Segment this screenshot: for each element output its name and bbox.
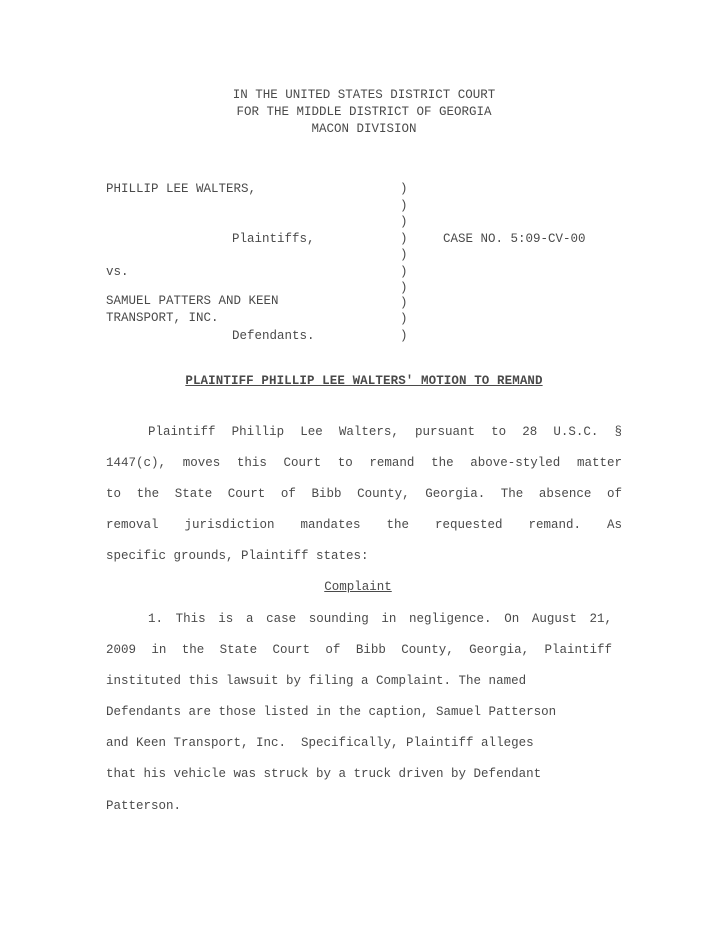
case-number: CASE NO. 5:09-CV-00 [443, 232, 586, 246]
court-district-line: FOR THE MIDDLE DISTRICT OF GEORGIA [236, 105, 492, 119]
intro-line-4: removal jurisdiction mandates the requested remand. As [106, 518, 622, 532]
caption-paren: ) [400, 232, 408, 246]
paragraph-1-line-2: 2009 in the State Court of Bibb County, Georgia, Plaintiff [106, 643, 612, 657]
court-division-line: MACON DIVISION [311, 122, 417, 136]
court-name-line: IN THE UNITED STATES DISTRICT COURT [232, 88, 496, 102]
paragraph-1-line-1: 1. This is a case sounding in negligence. On August 21, [148, 612, 612, 626]
caption-paren: ) [400, 265, 408, 279]
paragraph-1-line-3: instituted this lawsuit by filing a Complaint. The named [106, 674, 527, 688]
intro-line-5: specific grounds, Plaintiff states: [106, 549, 369, 563]
versus-label: vs. [106, 265, 129, 279]
defendant-role: Defendants. [232, 329, 315, 343]
caption-paren: ) [400, 199, 408, 213]
caption-paren: ) [400, 312, 408, 326]
defendant-name-line2: TRANSPORT, INC. [106, 311, 219, 325]
paragraph-1-line-7: Patterson. [106, 799, 182, 813]
defendant-name-line1: SAMUEL PATTERS AND KEEN [106, 294, 279, 308]
paragraph-1-line-6: that his vehicle was struck by a truck driven by Defendant [106, 767, 542, 781]
intro-line-1: Plaintiff Phillip Lee Walters, pursuant to 28 U.S.C. § [148, 425, 622, 439]
plaintiff-role: Plaintiffs, [232, 232, 315, 246]
paragraph-1-line-5: and Keen Transport, Inc. Specifically, Plaintiff alleges [106, 736, 534, 750]
intro-line-2: 1447(c), moves this Court to remand the above-styled matter [106, 456, 622, 470]
plaintiff-name: PHILLIP LEE WALTERS, [106, 182, 257, 196]
caption-paren: ) [400, 182, 408, 196]
caption-paren: ) [400, 296, 408, 310]
intro-line-3: to the State Court of Bibb County, Georgia. The absence of [106, 487, 622, 501]
caption-paren: ) [400, 329, 408, 343]
section-heading: Complaint [324, 580, 392, 594]
motion-title: PLAINTIFF PHILLIP LEE WALTERS' MOTION TO REMAND [185, 374, 543, 388]
caption-paren: ) [400, 215, 408, 229]
paragraph-1-line-4: Defendants are those listed in the caption, Samuel Patterson [106, 705, 557, 719]
caption-paren: ) [400, 281, 408, 295]
caption-paren: ) [400, 248, 408, 262]
